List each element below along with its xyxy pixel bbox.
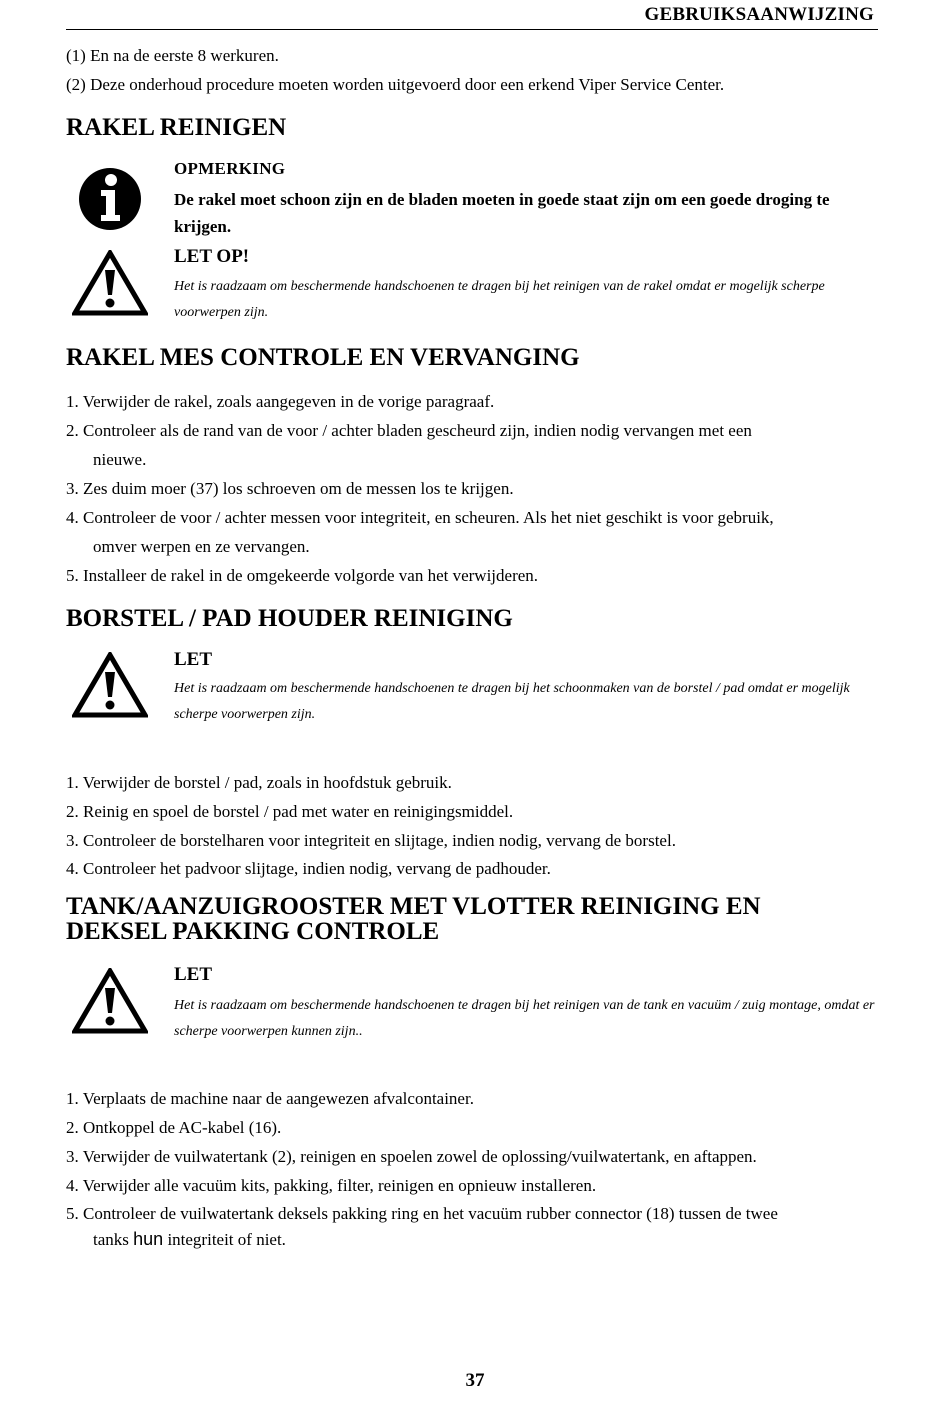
list-item: 2. Reinig en spoel de borstel / pad met water en reinigingsmiddel. <box>66 802 514 821</box>
text-tanks: tanks <box>93 1230 134 1249</box>
section-title-borstel: BORSTEL / PAD HOUDER REINIGING <box>66 605 513 632</box>
list-item-continuation: nieuwe. <box>93 450 147 469</box>
info-icon <box>72 165 148 231</box>
text-integriteit: integriteit of niet. <box>163 1230 286 1249</box>
list-item: 2. Ontkoppel de AC-kabel (16). <box>66 1118 282 1137</box>
list-item: 4. Verwijder alle vacuüm kits, pakking, filter, reinigen en opnieuw installeren. <box>66 1176 597 1195</box>
info-label: OPMERKING <box>174 159 286 178</box>
warning-text-borstel: Het is raadzaam om beschermende handschoenen te dragen bij het schoonmaken van de borstel / pad omdat er mogelijk scherpe voorwerpen zijn. <box>174 681 850 722</box>
list-item: 4. Controleer de voor / achter messen voor integriteit, en scheuren. Als het niet geschikt is voor gebruik, <box>66 508 774 527</box>
note-2: (2) Deze onderhoud procedure moeten worden uitgevoerd door een erkend Viper Service Center. <box>66 75 725 94</box>
warning-icon <box>72 652 148 718</box>
section-title-rakel-reinigen: RAKEL REINIGEN <box>66 114 287 141</box>
list-item: 3. Controleer de borstelharen voor integriteit en slijtage, indien nodig, vervang de borstel. <box>66 831 676 850</box>
list-item: 3. Verwijder de vuilwatertank (2), reinigen en spoelen zowel de oplossing/vuilwatertank, en aftappen. <box>66 1147 757 1166</box>
warning-label-let-op: LET OP! <box>174 246 250 267</box>
section-title-tank-line1: TANK/AANZUIGROOSTER MET VLOTTER REINIGING EN <box>66 893 761 920</box>
list-item: 5. Controleer de vuilwatertank deksels pakking ring en het vacuüm rubber connector (18) tussen de twee <box>66 1204 778 1223</box>
page-number: 37 <box>465 1370 485 1391</box>
section-title-tank-line2: DEKSEL PAKKING CONTROLE <box>66 918 440 945</box>
warning-icon <box>72 250 148 316</box>
page-header-title: GEBRUIKSAANWIJZING <box>644 4 874 25</box>
page-header-rule <box>66 29 878 30</box>
warning-label-let: LET <box>174 964 213 985</box>
text-hun: hun <box>133 1229 164 1249</box>
list-item: 1. Verplaats de machine naar de aangewezen afvalcontainer. <box>66 1089 474 1108</box>
warning-text-tank: Het is raadzaam om beschermende handschoenen te dragen bij het reinigen van de tank en vacuüm / zuig montage, omdat er scherpe voorwerpen kunnen zijn.. <box>174 998 875 1039</box>
info-text: De rakel moet schoon zijn en de bladen moeten in goede staat zijn om een goede droging te krijgen. <box>174 190 830 236</box>
list-item: 4. Controleer het padvoor slijtage, indien nodig, vervang de padhouder. <box>66 859 551 878</box>
warning-label-let: LET <box>174 649 213 670</box>
list-item: 3. Zes duim moer (37) los schroeven om de messen los te krijgen. <box>66 479 514 498</box>
list-item: 2. Controleer als de rand van de voor / achter bladen gescheurd zijn, indien nodig vervangen met een <box>66 421 752 440</box>
note-1: (1) En na de eerste 8 werkuren. <box>66 46 279 65</box>
section-title-rakel-mes: RAKEL MES CONTROLE EN VERVANGING <box>66 344 580 371</box>
list-item: 1. Verwijder de borstel / pad, zoals in hoofdstuk gebruik. <box>66 773 452 792</box>
list-item: 5. Installeer de rakel in de omgekeerde volgorde van het verwijderen. <box>66 566 539 585</box>
list-item-continuation: omver werpen en ze vervangen. <box>93 537 310 556</box>
warning-text-rakel: Het is raadzaam om beschermende handschoenen te dragen bij het reinigen van de rakel omdat er mogelijk scherpe voorwerpen zijn. <box>174 279 825 320</box>
list-item: 1. Verwijder de rakel, zoals aangegeven in de vorige paragraaf. <box>66 392 495 411</box>
warning-icon <box>72 968 148 1034</box>
list-item-continuation <box>93 1229 286 1250</box>
